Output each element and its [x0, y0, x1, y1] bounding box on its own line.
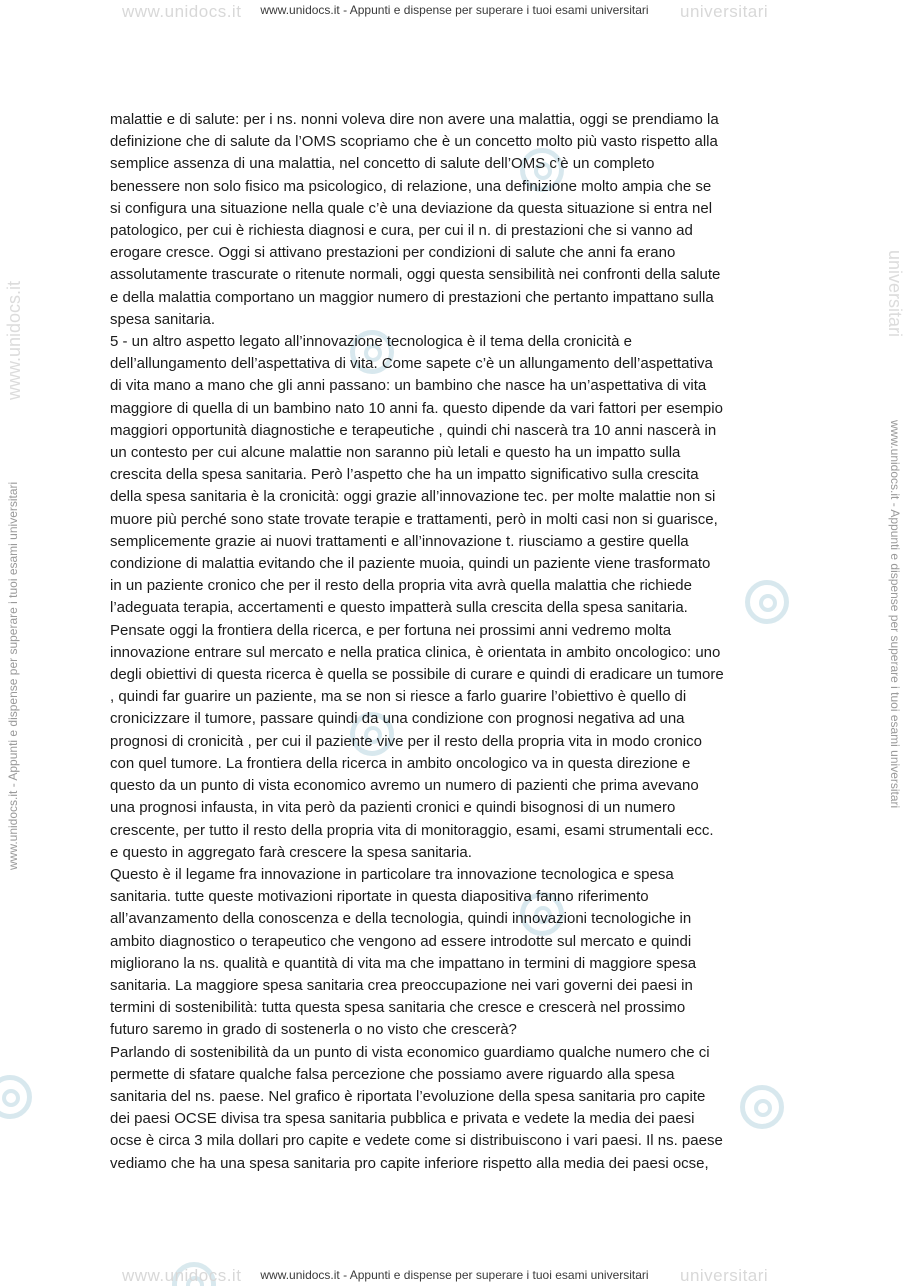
text-line: termini di sostenibilità: tutta questa spesa sanitaria che cresce e crescerà nel prossimo — [110, 999, 686, 1017]
watermark-ghost-footer-right: universitari — [680, 1266, 769, 1285]
header-watermark: www.unidocs.it - Appunti e dispense per superare i tuoi esami universitari — [260, 3, 649, 17]
text-line: un contesto per cui alcune malattie non saranno più letali e questo ha un impatto sulla — [110, 444, 681, 462]
text-line: di vita mano a mano che gli anni passano: un bambino che nasce ha un’aspettativa di vita — [110, 377, 707, 395]
text-line: all’avanzamento della conoscenza e della tecnologia, quindi innovazioni tecnologiche in — [110, 910, 692, 928]
text-line: cronicizzare il tumore, passare quindi da una condizione con prognosi negativa ad una — [110, 710, 685, 728]
text-line: questo da un punto di vista economico avremo un numero di pazienti che prima avevano — [110, 777, 699, 795]
watermark-logo-icon — [0, 1075, 32, 1119]
text-line: muore più perché sono state trovate terapie e trattamenti, però in molti casi non si guarisce, — [110, 510, 718, 528]
text-line: 5 - un altro aspetto legato all’innovazione tecnologica è il tema della cronicità e — [110, 333, 632, 351]
text-line: crescente, per tutto il resto della propria vita di monitoraggio, esami, esami strumentali ecc. — [110, 821, 714, 839]
watermark-ghost-footer-left: www.unidocs.it — [122, 1266, 242, 1285]
text-line: spesa sanitaria. — [110, 310, 216, 328]
text-line: migliorano la ns. qualità e quantità di vita ma che impattano in termini di maggiore spesa — [110, 954, 697, 972]
text-line: e della malattia comportano un maggior numero di prestazioni che pertanto impattano sulla — [110, 288, 714, 306]
text-line: Pensate oggi la frontiera della ricerca, e per fortuna nei prossimi anni vedremo molta — [110, 621, 672, 639]
document-body — [110, 109, 800, 1175]
text-line: crescita della spesa sanitaria. Però l’aspetto che ha un impatto significativo sulla crescita — [110, 466, 699, 484]
text-line: sanitaria. La maggiore spesa sanitaria crea preoccupazione nei vari governi dei paesi in — [110, 976, 693, 994]
text-line: , quindi far guarire un paziente, ma se non si riesce a farlo guarire l’obiettivo è quello di — [110, 688, 687, 706]
text-line: con quel tumore. La frontiera della ricerca in ambito oncologico va in questa direzione e — [110, 754, 691, 772]
text-line: ocse è circa 3 mila dollari pro capite e vedete come si distribuiscono i vari paesi. Il ns. paese — [110, 1132, 723, 1150]
text-line: innovazione entrare sul mercato e nella pratica clinica, è orientata in ambito oncologico: uno — [110, 643, 721, 661]
text-line: dei paesi OCSE divisa tra spesa sanitaria pubblica e privata e vedete la media dei paesi — [110, 1110, 695, 1128]
text-line: benessere non solo fisico ma psicologico, di relazione, una definizione molto ampia che se — [110, 177, 712, 195]
watermark-ghost-header-right: universitari — [680, 2, 769, 21]
text-line: semplicemente grazie ai nuovi trattamenti e all’innovazione t. riusciamo a gestire quella — [110, 532, 689, 550]
text-line: maggiore di quella di un bambino nato 10 anni fa. questo dipende da vari fattori per esempio — [110, 399, 723, 417]
text-line: in un paziente cronico che per il resto della propria vita avrà quella malattia che richiede — [110, 577, 692, 595]
text-line: degli obiettivi di questa ricerca è quella se possibile di curare e quindi di eradicare un tumore — [110, 666, 724, 684]
text-line: e questo in aggregato farà crescere la spesa sanitaria. — [110, 843, 472, 861]
watermark-ghost-side-left: www.unidocs.it — [4, 280, 24, 400]
text-line: semplice assenza di una malattia, nel concetto di salute dell’OMS c’è un completo — [110, 155, 655, 173]
text-line: futuro saremo in grado di sostenerla o no visto che crescerà? — [110, 1021, 517, 1039]
text-line: permette di sfatare qualche falsa percezione che possiamo avere riguardo alla spesa — [110, 1065, 675, 1083]
text-line: Questo è il legame fra innovazione in particolare tra innovazione tecnologica e spesa — [110, 865, 674, 883]
text-line: prognosi di cronicità , per cui il paziente vive per il resto della propria vita in modo cronico — [110, 732, 702, 750]
text-line: si configura una situazione nella quale c’è una deviazione da questa situazione si entra nel — [110, 199, 713, 217]
watermark-ghost-header-left: www.unidocs.it — [122, 2, 242, 21]
text-line: vediamo che ha una spesa sanitaria pro capite inferiore rispetto alla media dei paesi ocse, — [110, 1154, 709, 1172]
text-line: una prognosi infausta, in vita però da pazienti cronici e quindi bisognosi di un numero — [110, 799, 676, 817]
watermark-ghost-side-right: universitari — [885, 250, 905, 338]
text-line: maggiori opportunità diagnostiche e terapeutiche , quindi chi nascerà tra 10 anni nascerà in — [110, 421, 717, 439]
footer-watermark: www.unidocs.it - Appunti e dispense per superare i tuoi esami universitari — [260, 1268, 649, 1282]
text-line: assolutamente trascurate o ritenute normali, oggi questa sensibilità nei confronti della salute — [110, 266, 721, 284]
side-watermark-left: www.unidocs.it - Appunti e dispense per superare i tuoi esami universitari — [6, 481, 20, 870]
text-line: ambito diagnostico o terapeutico che vengono ad essere introdotte sul mercato e quindi — [110, 932, 692, 950]
text-line: definizione che di salute da l’OMS scopriamo che è un concetto molto più vasto rispetto alla — [110, 133, 718, 151]
text-line: condizione di malattia evitando che il paziente muoia, quindi un paziente viene trasformato — [110, 555, 711, 573]
text-line: patologico, per cui è richiesta diagnosi e cura, per cui il n. di prestazioni che si vanno ad — [110, 222, 693, 240]
text-line: sanitaria. tutte queste motivazioni riportate in questa diapositiva fanno riferimento — [110, 888, 649, 906]
text-line: sanitaria del ns. paese. Nel grafico è riportata l’evoluzione della spesa sanitaria pro capite — [110, 1087, 706, 1105]
text-line: malattie e di salute: per i ns. nonni voleva dire non avere una malattia, oggi se prendiamo la — [110, 111, 719, 128]
side-watermark-right: www.unidocs.it - Appunti e dispense per superare i tuoi esami universitari — [888, 420, 902, 809]
text-line: dell’allungamento dell’aspettativa di vita. Come sapete c’è un allungamento dell’aspettativa — [110, 355, 713, 373]
text-line: Parlando di sostenibilità da un punto di vista economico guardiamo qualche numero che ci — [110, 1043, 710, 1061]
text-line: della spesa sanitaria è la cronicità: oggi grazie all’innovazione tec. per molte malattie non si — [110, 488, 716, 506]
text-line: l’adeguata terapia, accertamenti e questo impatterà sulla crescita della spesa sanitaria. — [110, 599, 688, 617]
text-line: erogare cresce. Oggi si attivano prestazioni per condizioni di salute che anni fa erano — [110, 244, 676, 262]
